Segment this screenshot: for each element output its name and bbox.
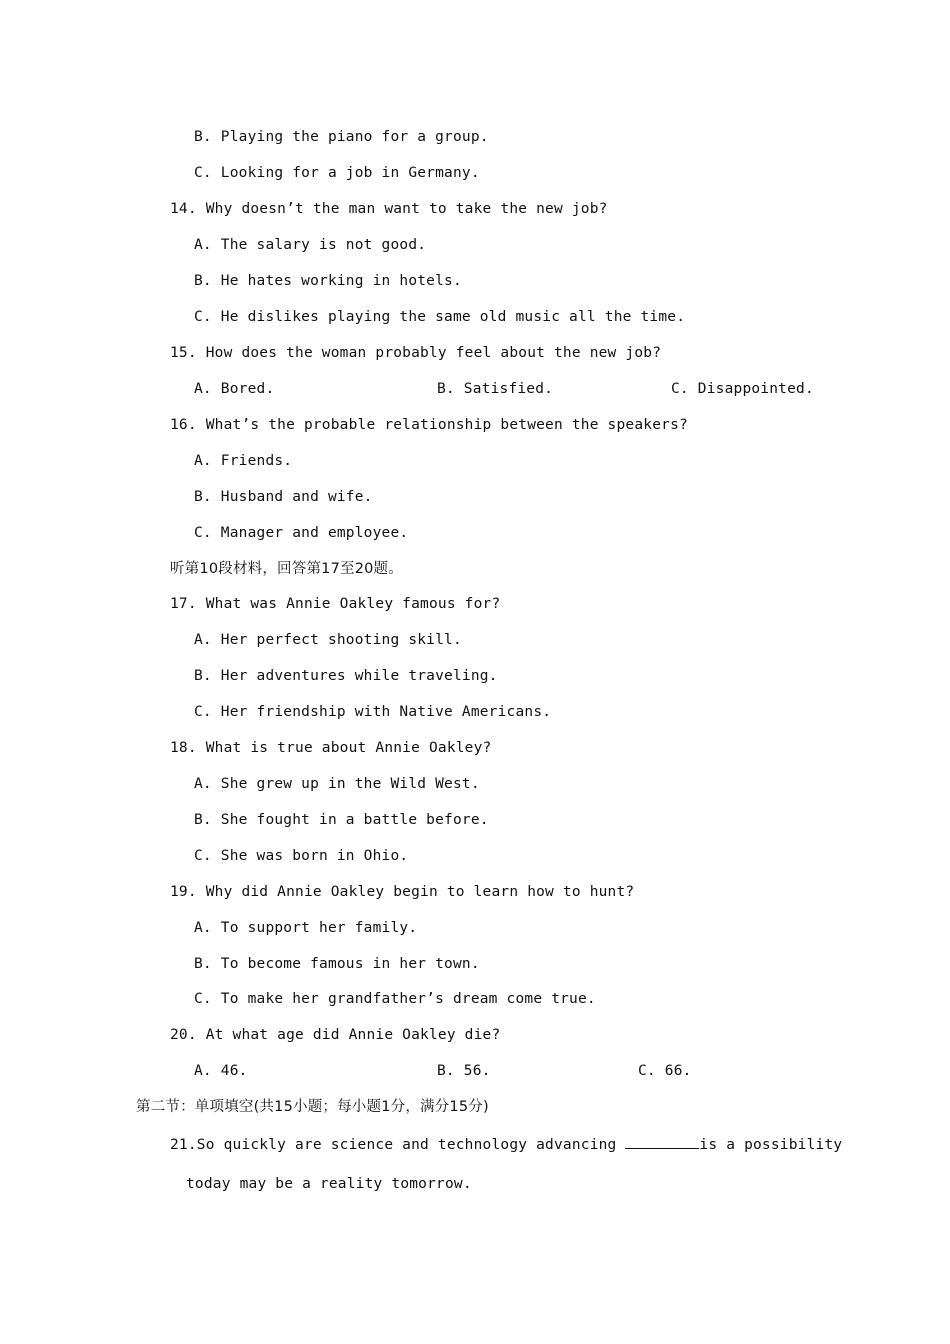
q19-option-b: B. To become famous in her town. [194, 956, 480, 972]
q21-stem [170, 1134, 842, 1154]
q13-option-b: B. Playing the piano for a group. [194, 129, 489, 145]
part-2-heading: 第二节：单项填空(共15小题；每小题1分，满分15分) [136, 1099, 489, 1115]
q16-option-c: C. Manager and employee. [194, 525, 409, 541]
q19-option-c: C. To make her grandfather’s dream come true. [194, 991, 596, 1007]
q21-stem-line-2: today may be a reality tomorrow. [186, 1176, 472, 1192]
q13-option-c: C. Looking for a job in Germany. [194, 165, 480, 181]
q19-stem: 19. Why did Annie Oakley begin to learn how to hunt? [170, 884, 635, 900]
q15-option-b: B. Satisfied. [437, 381, 554, 397]
q21-stem-before: 21.So quickly are science and technology advancing [170, 1137, 626, 1153]
q18-option-c: C. She was born in Ohio. [194, 848, 409, 864]
q16-option-a: A. Friends. [194, 453, 293, 469]
q16-option-b: B. Husband and wife. [194, 489, 373, 505]
q15-option-c: C. Disappointed. [671, 381, 814, 397]
answer-blank [625, 1134, 699, 1149]
q19-option-a: A. To support her family. [194, 920, 418, 936]
q18-option-b: B. She fought in a battle before. [194, 812, 489, 828]
q21-stem-after: is a possibility [699, 1137, 843, 1153]
q14-option-c: C. He dislikes playing the same old music all the time. [194, 309, 686, 325]
q17-option-a: A. Her perfect shooting skill. [194, 632, 462, 648]
q17-option-b: B. Her adventures while traveling. [194, 668, 498, 684]
q15-stem: 15. How does the woman probably feel about the new job? [170, 345, 662, 361]
q16-stem: 16. What’s the probable relationship between the speakers? [170, 417, 688, 433]
q20-stem: 20. At what age did Annie Oakley die? [170, 1027, 501, 1043]
q18-stem: 18. What is true about Annie Oakley? [170, 740, 492, 756]
q14-stem: 14. Why doesn’t the man want to take the new job? [170, 201, 608, 217]
q14-option-a: A. The salary is not good. [194, 237, 427, 253]
q20-option-c: C. 66. [638, 1063, 692, 1079]
q17-option-c: C. Her friendship with Native Americans. [194, 704, 552, 720]
section-10-instruction: 听第10段材料，回答第17至20题。 [170, 561, 403, 577]
q18-option-a: A. She grew up in the Wild West. [194, 776, 480, 792]
q20-option-b: B. 56. [437, 1063, 491, 1079]
q17-stem: 17. What was Annie Oakley famous for? [170, 596, 501, 612]
q15-option-a: A. Bored. [194, 381, 275, 397]
q14-option-b: B. He hates working in hotels. [194, 273, 462, 289]
q20-option-a: A. 46. [194, 1063, 248, 1079]
